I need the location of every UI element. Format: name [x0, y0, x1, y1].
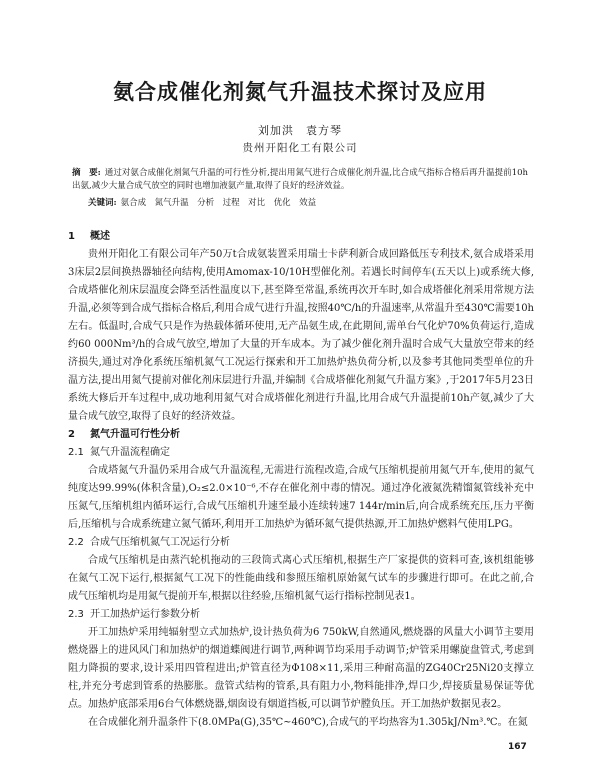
- section-heading: 1 概述: [68, 231, 110, 242]
- abstract-text: 通过对氨合成催化剂氮气升温的可行性分析,提出用氮气进行合成催化剂升温,比合成气指标合格后再升温提前10h出氨,减少大量合成气放空的同时也增加液氨产量,取得了良好的经济效益。: [72, 168, 528, 191]
- affiliation: 贵州开阳化工有限公司: [242, 142, 358, 154]
- keywords-text: 氨合成 氮气升温 分析 过程 对比 优化 效益: [120, 198, 317, 208]
- paragraph: 开工加热炉采用纯辐射型立式加热炉,设计热负荷为6 750kW,自然通风,燃烧器的风量大小调节主要用燃烧器上的进风风门和加热炉的烟道蝶阀进行调节,两种调节均采用手动调节;炉管采用螺旋盘管式,考虑到阻力降损的要求,设计采用四管程进出;炉管直径为Φ108×11,采用三种耐高温的ZG40Cr25Ni20支撑立柱,并充分考虑到管系的热膨胀。盘管式结构的管系,具有阻力小,物料能排净,焊口少,焊接质量易保证等优点。加热炉底部采用6台气体燃烧器,烟囱设有烟道挡板,可以调节炉膛负压。开工加热炉数据见表2。: [68, 627, 534, 710]
- subsection-heading: 2.2 合成气压缩机氮气工况运行分析: [68, 537, 230, 548]
- subsection-heading: 2.3 开工加热炉运行参数分析: [68, 609, 200, 620]
- subsection-heading: 2.1 氮气升温流程确定: [68, 447, 170, 458]
- paper-title: 氨合成催化剂氮气升温技术探讨及应用: [113, 80, 487, 104]
- paragraph: 贵州开阳化工有限公司年产50万t合成氨装置采用瑞士卡萨利新合成回路低压专利技术,氨合成塔采用3床层2层间换热器轴径向结构,使用Amomax-10/10H型催化剂。若遇长时间停车(五天以上)或系统大修,合成塔催化剂床层温度会降至活性温度以下,甚至降至常温,系统再次开车时,如合成塔催化剂采用常规方法升温,必须等到合成气指标合格后,利用合成气进行升温,按照40℃/h的升温速率,从常温升至430℃需要10h左右。低温时,合成气只是作为热载体循环使用,无产品氨生成,在此期间,需单台气化炉70%负荷运行,造成约60 000Nm³/h的合成气放空,增加了大量的开车成本。为了减少催化剂升温时合成气大量放空带来的经济损失,通过对净化系统压缩机氮气工况运行探索和开工加热炉热负荷分析,以及参考其他同类型单位的升温方法,提出用氮气提前对催化剂床层进行升温,并编制《合成塔催化剂氮气升温方案》,于2017年5月23日系统大修后开车过程中,成功地利用氮气对合成塔催化剂进行升温,比用合成气升温提前10h产氨,减少了大量合成气放空,取得了良好的经济效益。: [68, 249, 534, 422]
- keywords: [88, 197, 528, 210]
- paragraph: 合成塔氮气升温仍采用合成气升温流程,无需进行流程改造,合成气压缩机提前用氮气开车,使用的氮气纯度达99.99%(体积含量),O₂≤2.0×10⁻⁶,不存在催化剂中毒的情况。通过净化液氮洗精馏氮管线补充中压氮气,压缩机组内循环运行,合成气压缩机升速至最小连续转速7 144r/min后,向合成系统充压,压力平衡后,压缩机与合成系统建立氮气循环,利用开工加热炉为循环氮气提供热源,开工加热炉燃料气使用LPG。: [68, 465, 534, 530]
- page-number: 167: [508, 742, 527, 752]
- paragraph: 在合成催化剂升温条件下(8.0MPa(G),35℃~460℃),合成气的平均热容为1.305kJ/Nm³.℃。在氮: [88, 717, 528, 728]
- keywords-label: 关键词:: [88, 198, 117, 208]
- abstract-label: 摘 要:: [72, 168, 101, 178]
- article-body: [68, 228, 534, 732]
- authors: 刘加洪 袁方琴: [258, 124, 342, 137]
- abstract: [72, 167, 528, 193]
- section-heading: 2 氮气升温可行性分析: [68, 429, 180, 440]
- paragraph: 合成气压缩机是由蒸汽轮机拖动的三段筒式离心式压缩机,根据生产厂家提供的资料可查,该机组能够在氮气工况下运行,根据氮气工况下的性能曲线和参照压缩机原始氮气试车的步骤进行即可。在此之前,合成气压缩机均是用氮气提前开车,根据以往经验,压缩机氮气运行指标控制见表1。: [68, 555, 534, 602]
